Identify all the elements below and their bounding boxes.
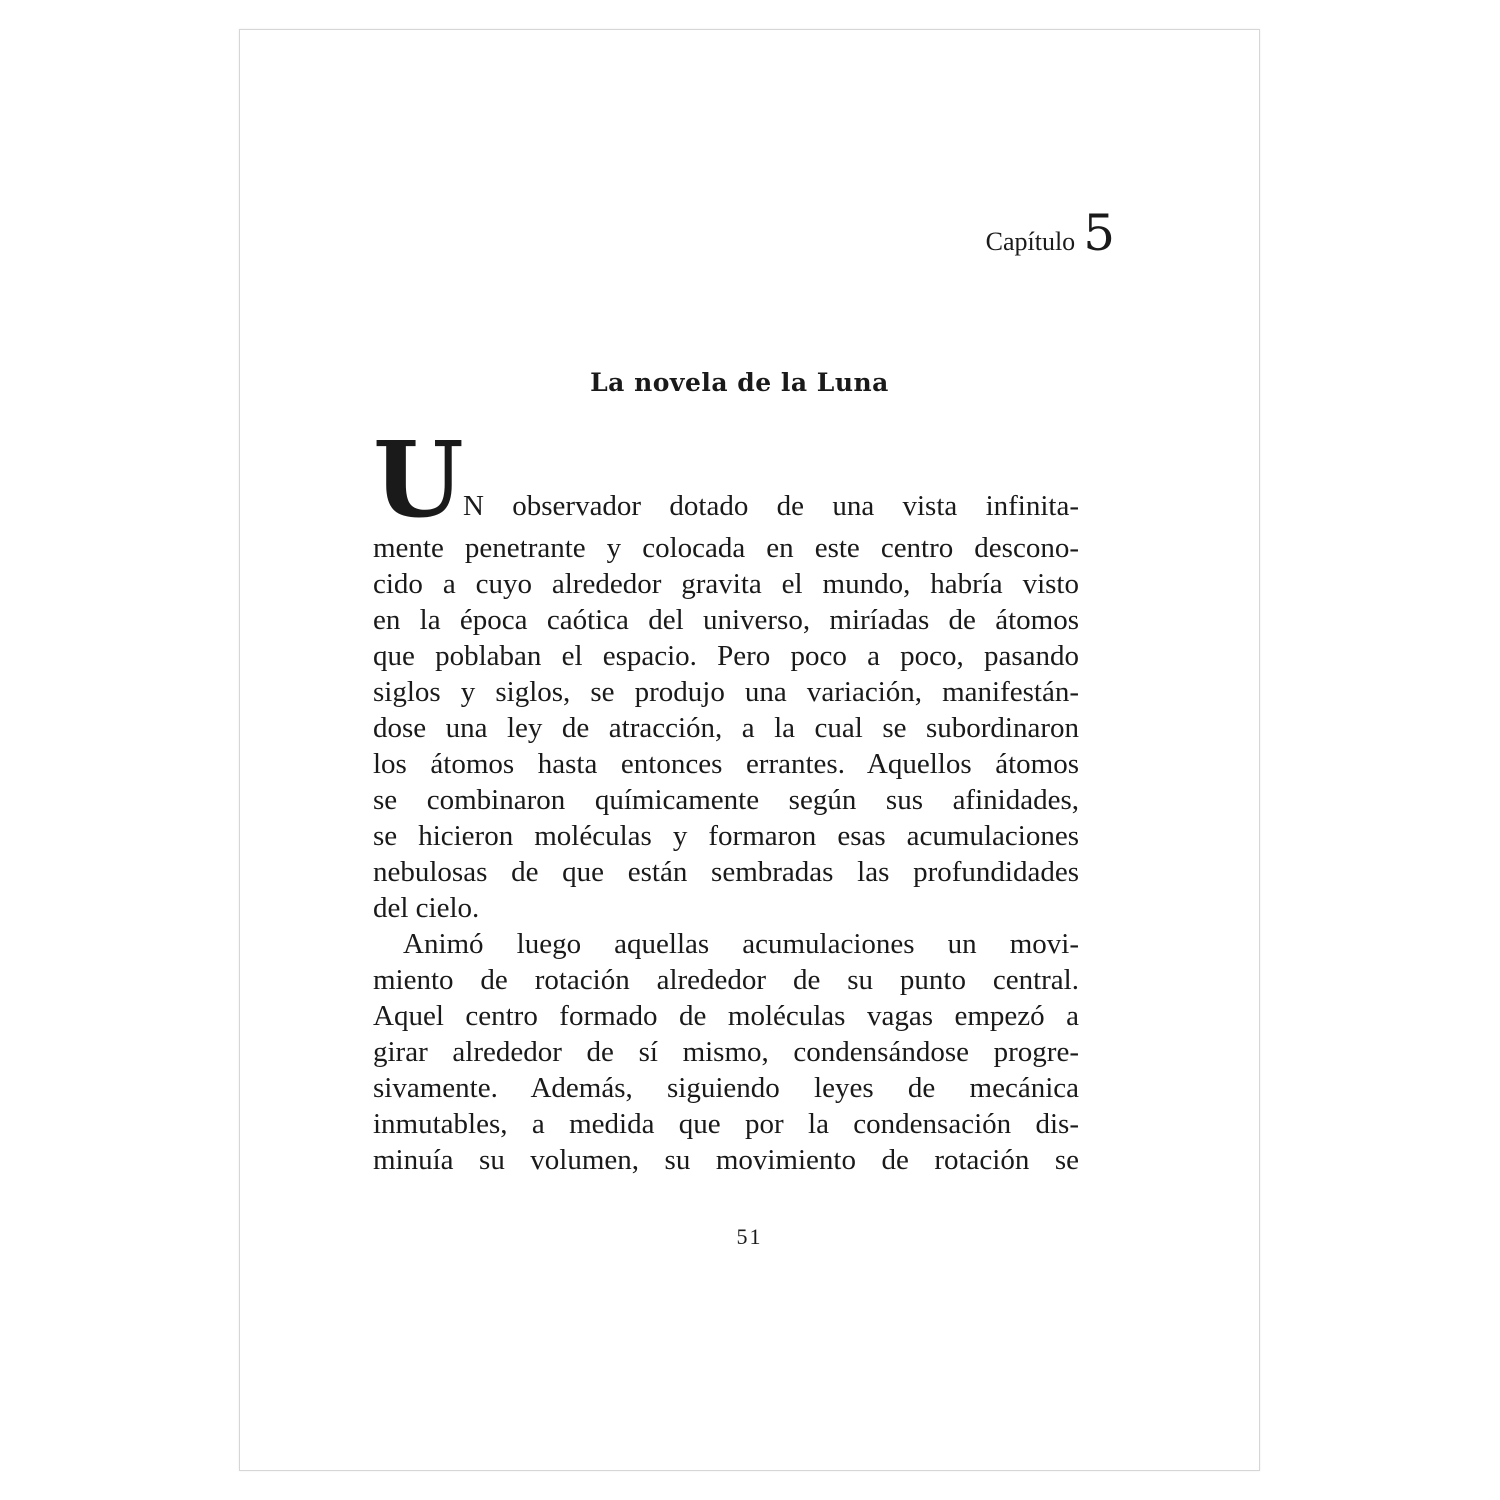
text-line: se combinaron químicamente según sus afinidades, [373, 784, 1079, 816]
book-page [239, 29, 1260, 1471]
text-line: los átomos hasta entonces errantes. Aquellos átomos [373, 748, 1079, 780]
text-line: minuía su volumen, su movimiento de rotación se [373, 1144, 1079, 1176]
chapter-title [240, 368, 1259, 397]
text-line: sivamente. Además, siguiendo leyes de mecánica [373, 1072, 1079, 1104]
text-line: miento de rotación alrededor de su punto central. [373, 964, 1079, 996]
text-line: siglos y siglos, se produjo una variación, manifestán- [373, 676, 1079, 708]
paragraph-2 [373, 926, 1079, 1178]
text-line: Aquel centro formado de moléculas vagas empezó a [373, 1000, 1079, 1032]
page-number: 51 [736, 1224, 763, 1249]
text-line: se hicieron moléculas y formaron esas acumulaciones [373, 820, 1079, 852]
text-line: en la época caótica del universo, miríadas de átomos [373, 604, 1079, 636]
text-line: girar alrededor de sí mismo, condensándose progre- [373, 1036, 1079, 1068]
chapter-number: 5 [1083, 204, 1115, 262]
paragraph-1 [373, 530, 1079, 926]
first-line-row [373, 418, 1079, 541]
text-line: Animó luego aquellas acumulaciones un movi- [403, 928, 1079, 960]
body-text [373, 418, 1079, 1178]
text-line: N observador dotado de una vista infinita- [463, 490, 1079, 522]
text-line: nebulosas de que están sembradas las profundidades [373, 856, 1079, 888]
text-line: dose una ley de atracción, a la cual se subordinaron [373, 712, 1079, 744]
drop-cap: U [373, 418, 458, 541]
text-line: que poblaban el espacio. Pero poco a poco, pasando [373, 640, 1079, 672]
text-line: del cielo. [373, 892, 480, 924]
text-line: inmutables, a medida que por la condensación dis- [373, 1108, 1079, 1140]
chapter-heading [985, 204, 1115, 262]
chapter-title-text: La novela de la Luna [590, 368, 889, 397]
text-line: mente penetrante y colocada en este centro descono- [373, 532, 1079, 564]
text-line: cido a cuyo alrededor gravita el mundo, habría visto [373, 568, 1079, 600]
chapter-label: Capítulo [985, 227, 1076, 256]
